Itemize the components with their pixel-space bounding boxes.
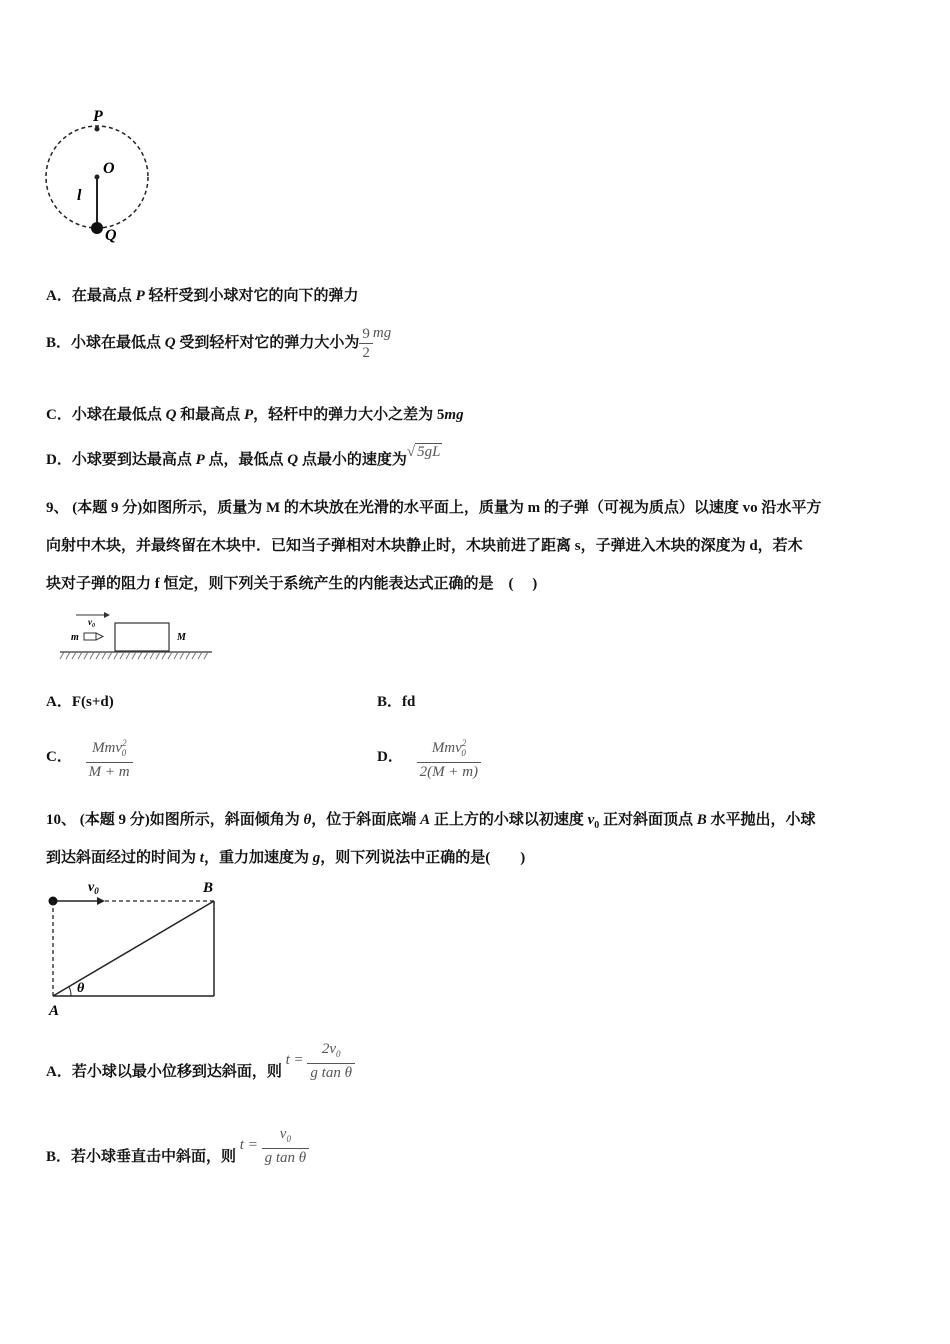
circular-motion-figure [40, 100, 160, 245]
q10-stem-line2: 到达斜面经过的时间为 t，重力加速度为 g，则下列说法中正确的是( ) [46, 850, 526, 866]
label-o: O [103, 160, 115, 177]
bullet [84, 633, 96, 640]
label-b: B [203, 880, 214, 896]
bullet-block-figure [58, 605, 218, 663]
fraction-d: $\frac{Mmv^2_0}{2(M + m)}$ [417, 734, 481, 781]
q9-stem-line1: 9、 (本题 9 分)如图所示，质量为 M 的木块放在光滑的水平面上，质量为 m 的子弹（可视为质点）以速度 vo 沿水平方 [46, 500, 822, 516]
q10-stem-line1: 10、 (本题 9 分)如图所示，斜面倾角为 θ，位于斜面底端 A 正上方的小球以初速度 $v_0$ 正对斜面顶点 B 水平抛出，小球 [46, 812, 816, 831]
q9-option-b: B．fd [377, 694, 416, 710]
ball-q [91, 222, 103, 234]
q10-option-a: A．若小球以最小位移到达斜面，则 t = $\frac{2v_0}{\text{g tan θ}}$ [46, 1035, 355, 1085]
label-v0: $v_0$ [88, 617, 95, 629]
label-q: Q [105, 227, 117, 244]
q9-stem-line2: 向射中木块，并最终留在木块中．已知当子弹相对木块静止时，木块前进了距离 s，子弹进入木块的深度为 d，若木 [46, 538, 803, 554]
q8-option-c: C．小球在最低点 Q 和最高点 P，轻杆中的弹力大小之差为 5mg [46, 407, 464, 423]
q10-option-b: B．若小球垂直击中斜面，则 t = $\frac{v_0}{\text{g tan θ}}$ [46, 1120, 309, 1170]
q9-option-d: D． $\frac{Mmv^2_0}{2(M + m)}$ [377, 732, 481, 782]
label-big-m: M [177, 632, 186, 643]
q9-stem-line3: 块对子弹的阻力 f 恒定，则下列关于系统产生的内能表达式正确的是 ( ) [46, 576, 538, 592]
label-a: A [49, 1003, 60, 1019]
fraction-c: $\frac{Mmv^2_0}{M + m}$ [86, 734, 133, 781]
label-p: P [93, 108, 103, 125]
label-l: l [77, 187, 82, 204]
fraction-q10a: $\frac{2v_0}{\text{g tan θ}}$ [307, 1040, 355, 1082]
point-p [95, 127, 100, 132]
label-theta: θ [77, 981, 85, 996]
sqrt-expression: √ 5gL [406, 444, 441, 460]
q9-option-a: A．F(s+d) [46, 694, 114, 710]
q9-option-c: C． $\frac{Mmv^2_0}{M + m}$ [46, 732, 133, 782]
label-m: m [71, 632, 79, 643]
incline-projectile-figure [42, 874, 227, 1020]
q8-option-a: A．在最高点 P 轻杆受到小球对它的向下的弹力 [46, 288, 359, 304]
label-v0: $v_0$ [88, 880, 99, 896]
q8-option-d: D．小球要到达最高点 P 点，最低点 Q 点最小的速度为√ 5gL [46, 440, 442, 470]
fraction-nine-halves: $\frac{9}{2}$ [359, 325, 373, 362]
fraction-q10b: $\frac{v_0}{\text{g tan θ}}$ [262, 1125, 310, 1167]
point-o [95, 175, 100, 180]
wood-block [115, 623, 169, 651]
q8-option-b: B．小球在最低点 Q 受到轻杆对它的弹力大小为 $\frac{9}{2}$ mg [46, 325, 392, 362]
